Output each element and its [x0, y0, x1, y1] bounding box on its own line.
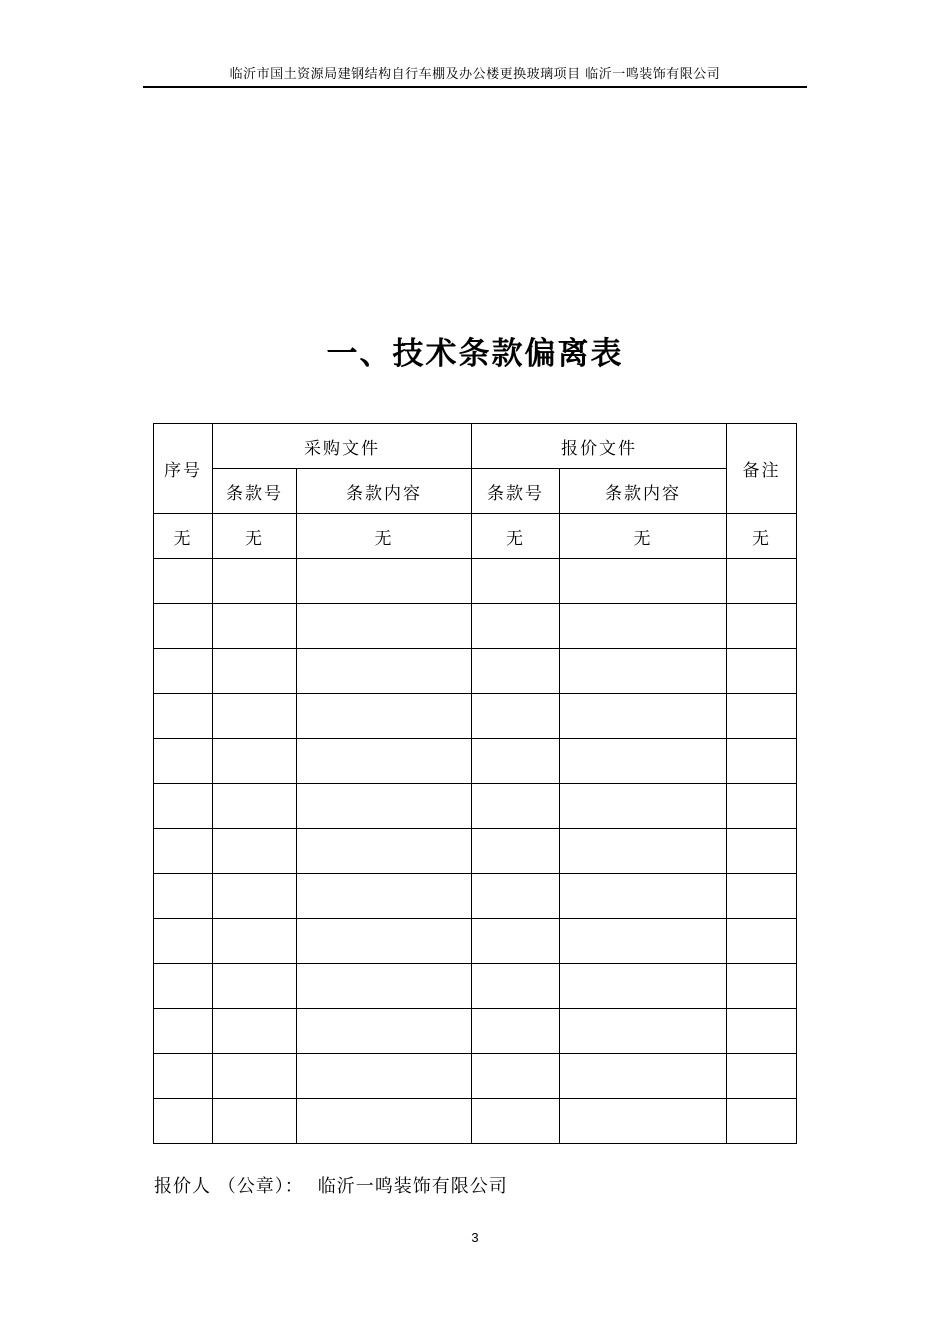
table-cell [154, 964, 213, 1009]
deviation-table [153, 423, 797, 1144]
table-row [154, 649, 797, 694]
table-row [154, 559, 797, 604]
table-cell [472, 919, 560, 964]
table-cell [472, 964, 560, 1009]
table-cell [213, 919, 297, 964]
table-cell [297, 919, 472, 964]
table-cell: 无 [154, 514, 213, 559]
table-cell [472, 1099, 560, 1144]
table-cell [727, 874, 797, 919]
table-cell [560, 649, 727, 694]
table-cell [213, 559, 297, 604]
table-cell [472, 559, 560, 604]
table-cell [727, 739, 797, 784]
table-cell [297, 874, 472, 919]
table-cell [727, 1099, 797, 1144]
header-quote-clause-no: 条款号 [472, 469, 560, 514]
table-cell [154, 1099, 213, 1144]
table-cell [560, 829, 727, 874]
table-cell: 无 [213, 514, 297, 559]
table-cell [727, 964, 797, 1009]
header-seq: 序号 [154, 424, 213, 514]
table-cell [560, 1054, 727, 1099]
table-cell: 无 [560, 514, 727, 559]
table-cell [297, 784, 472, 829]
table-cell [154, 874, 213, 919]
table-row [154, 1009, 797, 1054]
table-cell [213, 964, 297, 1009]
table-cell [560, 604, 727, 649]
table-cell [727, 649, 797, 694]
table-cell [297, 739, 472, 784]
header-quote-clause-content: 条款内容 [560, 469, 727, 514]
table-cell [560, 919, 727, 964]
table-cell [213, 694, 297, 739]
table-cell [213, 1054, 297, 1099]
table-cell [727, 919, 797, 964]
table-cell [560, 694, 727, 739]
table-cell [154, 739, 213, 784]
table-row [154, 604, 797, 649]
table-cell [472, 739, 560, 784]
page-title: 一、技术条款偏离表 [326, 336, 624, 372]
table-cell: 无 [472, 514, 560, 559]
table-cell [213, 874, 297, 919]
table-cell [297, 649, 472, 694]
table-cell [727, 694, 797, 739]
table-cell [560, 1099, 727, 1144]
table-cell [560, 964, 727, 1009]
table-cell [472, 649, 560, 694]
signature-line [154, 1172, 508, 1198]
table-cell [213, 784, 297, 829]
table-row [154, 874, 797, 919]
table-cell [154, 559, 213, 604]
table-cell [727, 829, 797, 874]
table-cell [297, 964, 472, 1009]
table-row [154, 784, 797, 829]
table-cell [154, 829, 213, 874]
table-cell [213, 1009, 297, 1054]
table-cell [472, 694, 560, 739]
table-cell [297, 1009, 472, 1054]
table-cell [154, 919, 213, 964]
table-cell [560, 739, 727, 784]
signature-company: 临沂一鸣装饰有限公司 [317, 1176, 508, 1197]
table-cell [472, 874, 560, 919]
table-cell [213, 649, 297, 694]
table-cell [297, 604, 472, 649]
table-cell [472, 829, 560, 874]
table-cell [154, 694, 213, 739]
table-row [154, 694, 797, 739]
table-cell [472, 784, 560, 829]
table-cell [154, 784, 213, 829]
table-cell [560, 784, 727, 829]
table-cell [560, 559, 727, 604]
table-body [154, 514, 797, 1144]
table-row [154, 919, 797, 964]
table-cell [727, 604, 797, 649]
table-cell [472, 604, 560, 649]
table-cell [213, 739, 297, 784]
page-number: 3 [471, 1230, 479, 1245]
table-cell [727, 784, 797, 829]
header-remark: 备注 [727, 424, 797, 514]
table-cell [213, 829, 297, 874]
table-cell [297, 559, 472, 604]
table-cell [297, 1054, 472, 1099]
signature-label: 报价人 （公章）： [154, 1176, 304, 1197]
table-cell [560, 874, 727, 919]
table-cell [472, 1009, 560, 1054]
table-row [154, 739, 797, 784]
table-cell [213, 1099, 297, 1144]
table-cell [154, 604, 213, 649]
header-purchase-clause-content: 条款内容 [297, 469, 472, 514]
table-cell: 无 [727, 514, 797, 559]
table-cell [154, 649, 213, 694]
header-quote-document: 报价文件 [472, 424, 727, 469]
table-cell: 无 [297, 514, 472, 559]
table-cell [560, 1009, 727, 1054]
table-row [154, 964, 797, 1009]
table-cell [154, 1009, 213, 1054]
header-purchase-document: 采购文件 [213, 424, 472, 469]
table-cell [297, 694, 472, 739]
table-cell [472, 1054, 560, 1099]
header-purchase-clause-no: 条款号 [213, 469, 297, 514]
table-cell [297, 1099, 472, 1144]
table-cell [154, 1054, 213, 1099]
table-cell [727, 1054, 797, 1099]
page-header: 临沂市国土资源局建钢结构自行车棚及办公楼更换玻璃项目 临沂一鸣装饰有限公司 [143, 64, 807, 88]
table-cell [213, 604, 297, 649]
table-cell [727, 559, 797, 604]
table-row [154, 829, 797, 874]
table-row [154, 1099, 797, 1144]
table-row [154, 1054, 797, 1099]
table-cell [727, 1009, 797, 1054]
table-row [154, 514, 797, 559]
table-cell [297, 829, 472, 874]
